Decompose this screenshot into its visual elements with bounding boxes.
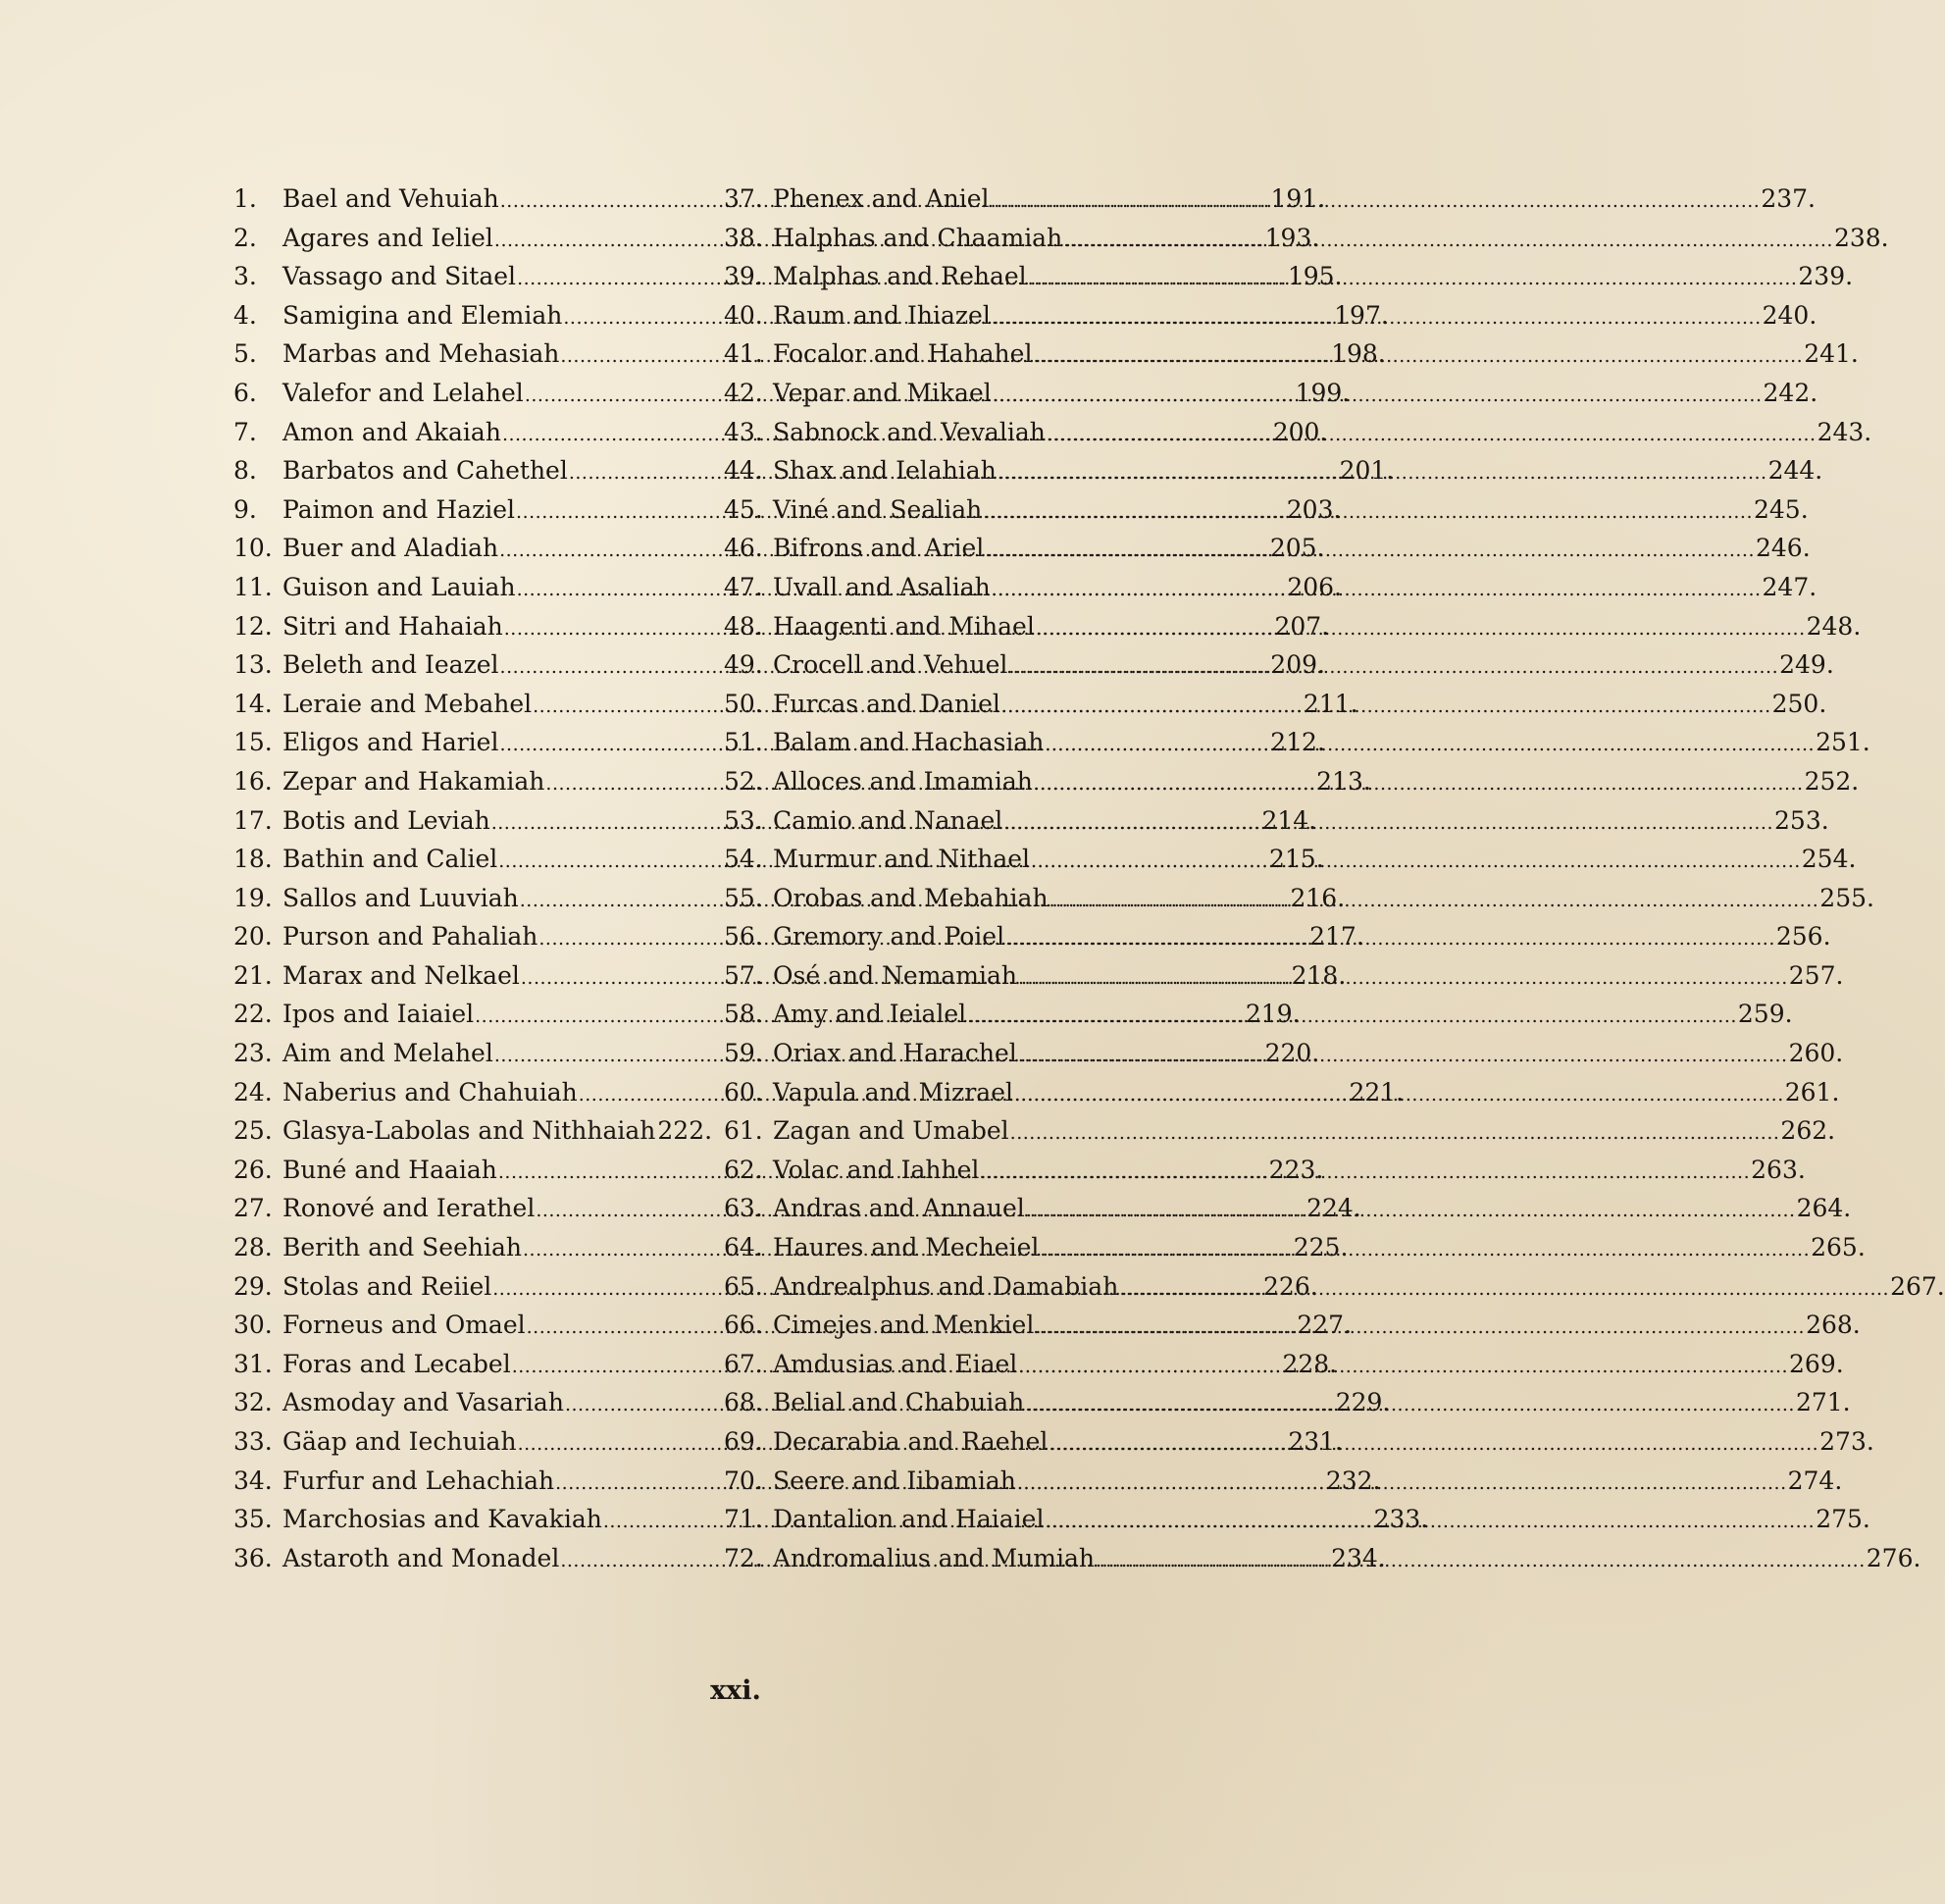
entry-number: 9. [233, 494, 257, 524]
dot-leader [992, 579, 1762, 600]
entry-page-number: 239. [1798, 262, 1854, 291]
entry-title: Sabnock and Vevaliah [773, 417, 1046, 446]
entry-page-number: 273. [1819, 1427, 1874, 1456]
entry-number: 48. [724, 611, 763, 641]
entry-page-number: 267. [1890, 1271, 1945, 1301]
entry-title: Volac and Iahhel [773, 1155, 980, 1184]
dot-leader [983, 501, 1753, 523]
entry-title: Vassago and Sitael [282, 262, 517, 291]
dot-leader [1119, 1278, 1889, 1300]
entry-number: 66. [724, 1311, 763, 1340]
entry-number: 6. [233, 378, 257, 407]
entry-number: 23. [233, 1039, 273, 1068]
entry-page-number: 248. [1806, 611, 1862, 641]
entry-number: 1. [233, 184, 257, 213]
entry-page-number: 206. [1287, 572, 1342, 601]
entry-number: 45. [724, 494, 763, 524]
dot-leader [1033, 345, 1803, 367]
entry-title: Foras and Lecabel [282, 1349, 511, 1378]
entry-title: Barbatos and Cahethel [282, 456, 568, 486]
entry-title: Eligos and Hariel [282, 728, 499, 757]
entry-page-number: 200. [1272, 417, 1328, 446]
dot-leader [1028, 268, 1798, 289]
dot-leader [1040, 1239, 1810, 1261]
entry-page-number: 264. [1796, 1194, 1852, 1223]
entry-title: Buné and Haaiah [282, 1155, 497, 1184]
entry-title: Murmur and Nithael [773, 845, 1031, 874]
entry-page-number: 201. [1339, 456, 1395, 486]
entry-number: 4. [233, 300, 257, 330]
entry-page-number: 254. [1801, 845, 1857, 874]
entry-page-number: 209. [1270, 650, 1325, 680]
dot-leader [1045, 734, 1815, 755]
entry-number: 7. [233, 417, 257, 446]
entry-title: Amdusias and Eiael [773, 1349, 1018, 1378]
entry-title: Camio and Nanael [773, 805, 1003, 835]
dot-leader [1035, 1316, 1805, 1338]
entry-page-number: 268. [1806, 1311, 1861, 1340]
entry-number: 55. [724, 883, 763, 912]
entry-page-number: 242. [1763, 378, 1818, 407]
entry-number: 71. [724, 1505, 763, 1534]
entry-number: 40. [724, 300, 763, 330]
page-folio: xxi. [710, 1675, 761, 1706]
entry-title: Guison and Lauiah [282, 572, 516, 601]
entry-number: 63. [724, 1194, 763, 1223]
entry-title: Astaroth and Monadel [282, 1543, 560, 1572]
entry-page-number: 225. [1293, 1233, 1349, 1262]
dot-leader [1018, 967, 1788, 989]
entry-number: 36. [233, 1543, 273, 1572]
dot-leader [1034, 773, 1804, 795]
entry-title: Vepar and Mikael [773, 378, 992, 407]
dot-leader [1005, 928, 1775, 950]
entry-number: 12. [233, 611, 273, 641]
entry-page-number: 253. [1774, 805, 1829, 835]
entry-number: 62. [724, 1155, 763, 1184]
entry-title: Phenex and Aniel [773, 184, 990, 213]
entry-title: Paimon and Haziel [282, 494, 516, 524]
entry-page-number: 251. [1816, 728, 1870, 757]
entry-title: Halphas and Chaamiah [773, 223, 1063, 252]
entry-page-number: 216. [1290, 883, 1346, 912]
entry-page-number: 223. [1268, 1155, 1324, 1184]
entry-number: 13. [233, 650, 273, 680]
entry-page-number: 219. [1245, 1000, 1301, 1029]
entry-page-number: 207. [1274, 611, 1330, 641]
entry-number: 41. [724, 339, 763, 369]
entry-title: Uvall and Asaliah [773, 572, 991, 601]
dot-leader [1003, 812, 1773, 834]
entry-title: Ronové and Ierathel [282, 1194, 536, 1223]
entry-title: Belial and Chabuiah [773, 1388, 1025, 1417]
dot-leader [1001, 695, 1771, 717]
entry-page-number: 203. [1286, 494, 1342, 524]
dot-leader [1036, 618, 1806, 640]
entry-number: 72. [724, 1543, 763, 1572]
entry-page-number: 213. [1316, 766, 1371, 796]
entry-title: Crocell and Vehuel [773, 650, 1008, 680]
entry-title: Focalor and Hahahel [773, 339, 1033, 369]
entry-number: 20. [233, 922, 273, 952]
entry-page-number: 249. [1779, 650, 1834, 680]
dot-leader [1045, 1511, 1815, 1532]
dot-leader [967, 1005, 1737, 1027]
entry-number: 21. [233, 960, 273, 990]
dot-leader [1047, 424, 1817, 445]
entry-page-number: 241. [1804, 339, 1859, 369]
dot-leader [1025, 1394, 1795, 1415]
entry-title: Andras and Annauel [773, 1194, 1025, 1223]
entry-number: 28. [233, 1233, 273, 1262]
entry-title: Stolas and Reiiel [282, 1271, 492, 1301]
entry-page-number: 259. [1737, 1000, 1793, 1029]
entry-number: 5. [233, 339, 257, 369]
entry-page-number: 224. [1306, 1194, 1361, 1223]
entry-title: Asmoday and Vasariah [282, 1388, 564, 1417]
entry-number: 24. [233, 1077, 273, 1106]
dot-leader [985, 540, 1755, 561]
dot-leader [1008, 656, 1778, 678]
entry-title: Furfur and Lehachiah [282, 1466, 555, 1495]
entry-number: 60. [724, 1077, 763, 1106]
entry-number: 3. [233, 262, 257, 291]
entry-page-number: 265. [1811, 1233, 1866, 1262]
entry-page-number: 243. [1817, 417, 1872, 446]
entry-number: 51. [724, 728, 763, 757]
entry-page-number: 261. [1784, 1077, 1840, 1106]
entry-page-number: 231. [1288, 1427, 1343, 1456]
dot-leader [1018, 1045, 1788, 1066]
entry-page-number: 269. [1789, 1349, 1844, 1378]
entry-number: 15. [233, 728, 273, 757]
entry-title: Buer and Aladiah [282, 534, 499, 563]
dot-leader [1049, 1433, 1818, 1455]
dot-leader [998, 462, 1767, 484]
dot-leader [993, 385, 1763, 406]
dot-leader [992, 307, 1762, 329]
entry-title: Bathin and Caliel [282, 845, 498, 874]
entry-page-number: 218. [1291, 960, 1347, 990]
entry-title: Alloces and Imamiah [773, 766, 1033, 796]
entry-title: Botis and Leviah [282, 805, 490, 835]
entry-title: Berith and Seehiah [282, 1233, 522, 1262]
dot-leader [991, 190, 1761, 212]
entry-title: Forneus and Omael [282, 1311, 526, 1340]
entry-page-number: 257. [1788, 960, 1844, 990]
entry-page-number: 193. [1264, 223, 1320, 252]
entry-number: 69. [724, 1427, 763, 1456]
entry-title: Valefor and Lelahel [282, 378, 524, 407]
entry-number: 18. [233, 845, 273, 874]
entry-title: Haures and Mecheiel [773, 1233, 1040, 1262]
entry-title: Gäap and Iechuiah [282, 1427, 517, 1456]
dot-leader [1018, 1356, 1788, 1377]
entry-title: Beleth and Ieazel [282, 650, 499, 680]
entry-number: 38. [724, 223, 763, 252]
entry-number: 52. [724, 766, 763, 796]
dot-leader [1031, 850, 1801, 872]
entry-page-number: 229. [1335, 1388, 1391, 1417]
entry-page-number: 256. [1775, 922, 1831, 952]
entry-number: 43. [724, 417, 763, 446]
entry-title: Malphas and Rehael [773, 262, 1027, 291]
entry-page-number: 247. [1762, 572, 1817, 601]
entry-title: Haagenti and Mihael [773, 611, 1035, 641]
entry-number: 30. [233, 1311, 273, 1340]
entry-number: 42. [724, 378, 763, 407]
dot-leader [1063, 230, 1833, 251]
entry-title: Shax and Ielahiah [773, 456, 997, 486]
entry-page-number: 195. [1287, 262, 1343, 291]
entry-page-number: 250. [1771, 689, 1827, 718]
entry-page-number: 240. [1762, 300, 1817, 330]
entry-title: Leraie and Mebahel [282, 689, 533, 718]
entry-number: 59. [724, 1039, 763, 1068]
entry-page-number: 227. [1297, 1311, 1353, 1340]
entry-page-number: 245. [1753, 494, 1809, 524]
entry-number: 67. [724, 1349, 763, 1378]
entry-number: 70. [724, 1466, 763, 1495]
entry-page-number: 246. [1756, 534, 1811, 563]
entry-title: Purson and Pahaliah [282, 922, 538, 952]
entry-number: 11. [233, 572, 273, 601]
entry-page-number: 274. [1787, 1466, 1843, 1495]
entry-title: Osé and Nemamiah [773, 960, 1018, 990]
entry-number: 10. [233, 534, 273, 563]
entry-title: Marchosias and Kavakiah [282, 1505, 602, 1534]
entry-number: 27. [233, 1194, 273, 1223]
dot-leader [1096, 1550, 1866, 1571]
entry-page-number: 220. [1264, 1039, 1320, 1068]
entry-title: Vapula and Mizrael [773, 1077, 1013, 1106]
entry-page-number: 214. [1261, 805, 1317, 835]
entry-page-number: 198. [1331, 339, 1386, 369]
entry-page-number: 197. [1334, 300, 1389, 330]
entry-number: 16. [233, 766, 273, 796]
entry-title: Amy and Ieialel [773, 1000, 967, 1029]
entry-number: 49. [724, 650, 763, 680]
entry-page-number: 271. [1795, 1388, 1851, 1417]
entry-title: Marbas and Mehasiah [282, 339, 560, 369]
entry-number: 2. [233, 223, 257, 252]
entry-title: Ipos and Iaiaiel [282, 1000, 475, 1029]
entry-number: 37. [724, 184, 763, 213]
dot-leader [1017, 1472, 1787, 1494]
entry-title: Agares and Ieliel [282, 223, 493, 252]
entry-number: 61. [724, 1116, 763, 1146]
entry-page-number: 244. [1767, 456, 1823, 486]
entry-page-number: 276. [1866, 1543, 1921, 1572]
entry-page-number: 232. [1325, 1466, 1381, 1495]
entry-title: Bifrons and Ariel [773, 534, 985, 563]
entry-title: Samigina and Elemiah [282, 300, 563, 330]
entry-number: 33. [233, 1427, 273, 1456]
entry-number: 54. [724, 845, 763, 874]
entry-title: Zagan and Umabel [773, 1116, 1009, 1146]
entry-page-number: 217. [1309, 922, 1364, 952]
entry-title: Sitri and Hahaiah [282, 611, 503, 641]
entry-number: 68. [724, 1388, 763, 1417]
entry-page-number: 226. [1263, 1271, 1318, 1301]
entry-title: Sallos and Luuviah [282, 883, 519, 912]
entry-number: 58. [724, 1000, 763, 1029]
entry-page-number: 215. [1269, 845, 1324, 874]
entry-title: Balam and Hachasiah [773, 728, 1045, 757]
entry-page-number: 263. [1751, 1155, 1806, 1184]
entry-number: 50. [724, 689, 763, 718]
dot-leader [1049, 890, 1819, 911]
entry-number: 53. [724, 805, 763, 835]
dot-leader [980, 1161, 1750, 1183]
entry-page-number: 237. [1761, 184, 1816, 213]
entry-number: 46. [724, 534, 763, 563]
entry-number: 17. [233, 805, 273, 835]
entry-title: Dantalion and Haiaiel [773, 1505, 1045, 1534]
entry-number: 19. [233, 883, 273, 912]
entry-page-number: 255. [1819, 883, 1874, 912]
entry-title: Raum and Ihiazel [773, 300, 991, 330]
entry-page-number: 212. [1270, 728, 1325, 757]
entry-title: Marax and Nelkael [282, 960, 520, 990]
entry-title: Cimejes and Menkiel [773, 1311, 1035, 1340]
entry-number: 31. [233, 1349, 273, 1378]
entry-page-number: 252. [1804, 766, 1860, 796]
entry-number: 22. [233, 1000, 273, 1029]
entry-title: Bael and Vehuiah [282, 184, 499, 213]
entry-title: Oriax and Harachel [773, 1039, 1017, 1068]
toc-entry [724, 1116, 1836, 1156]
entry-number: 35. [233, 1505, 273, 1534]
entry-title: Decarabia and Raehel [773, 1427, 1049, 1456]
toc-entry [233, 1116, 713, 1156]
entry-page-number: 228. [1282, 1349, 1338, 1378]
entry-title: Andrealphus and Damabiah [773, 1271, 1119, 1301]
entry-page-number: 234. [1331, 1543, 1386, 1572]
entry-page-number: 238. [1833, 223, 1889, 252]
entry-title: Orobas and Mebahiah [773, 883, 1049, 912]
entry-number: 44. [724, 456, 763, 486]
entry-title: Naberius and Chahuiah [282, 1077, 578, 1106]
entry-number: 26. [233, 1155, 273, 1184]
entry-page-number: 260. [1788, 1039, 1844, 1068]
entry-title: Andromalius and Mumiah [773, 1543, 1096, 1572]
entry-number: 56. [724, 922, 763, 952]
entry-number: 39. [724, 262, 763, 291]
entry-number: 8. [233, 456, 257, 486]
entry-number: 32. [233, 1388, 273, 1417]
entry-number: 29. [233, 1271, 273, 1301]
entry-number: 64. [724, 1233, 763, 1262]
entry-page-number: 262. [1780, 1116, 1836, 1146]
entry-number: 25. [233, 1116, 273, 1146]
entry-page-number: 233. [1373, 1505, 1429, 1534]
entry-number: 14. [233, 689, 273, 718]
entry-title: Aim and Melahel [282, 1039, 493, 1068]
entry-number: 34. [233, 1466, 273, 1495]
entry-title: Viné and Sealiah [773, 494, 983, 524]
entry-title: Amon and Akaiah [282, 417, 501, 446]
entry-page-number: 199. [1295, 378, 1351, 407]
dot-leader [1010, 1122, 1780, 1144]
entry-title: Zepar and Hakamiah [282, 766, 545, 796]
entry-page-number: 222. [657, 1116, 713, 1146]
entry-page-number: 275. [1816, 1505, 1870, 1534]
entry-number: 65. [724, 1271, 763, 1301]
entry-number: 57. [724, 960, 763, 990]
entry-page-number: 191. [1270, 184, 1326, 213]
entry-title: Glasya-Labolas and Nithhaiah [282, 1116, 656, 1146]
entry-title: Furcas and Daniel [773, 689, 1000, 718]
dot-leader [1014, 1084, 1784, 1106]
entry-page-number: 221. [1349, 1077, 1405, 1106]
entry-page-number: 211. [1303, 689, 1358, 718]
entry-number: 47. [724, 572, 763, 601]
dot-leader [1026, 1200, 1796, 1221]
entry-title: Gremory and Poiel [773, 922, 1005, 952]
entry-page-number: 205. [1269, 534, 1325, 563]
entry-title: Seere and Iibamiah [773, 1466, 1016, 1495]
